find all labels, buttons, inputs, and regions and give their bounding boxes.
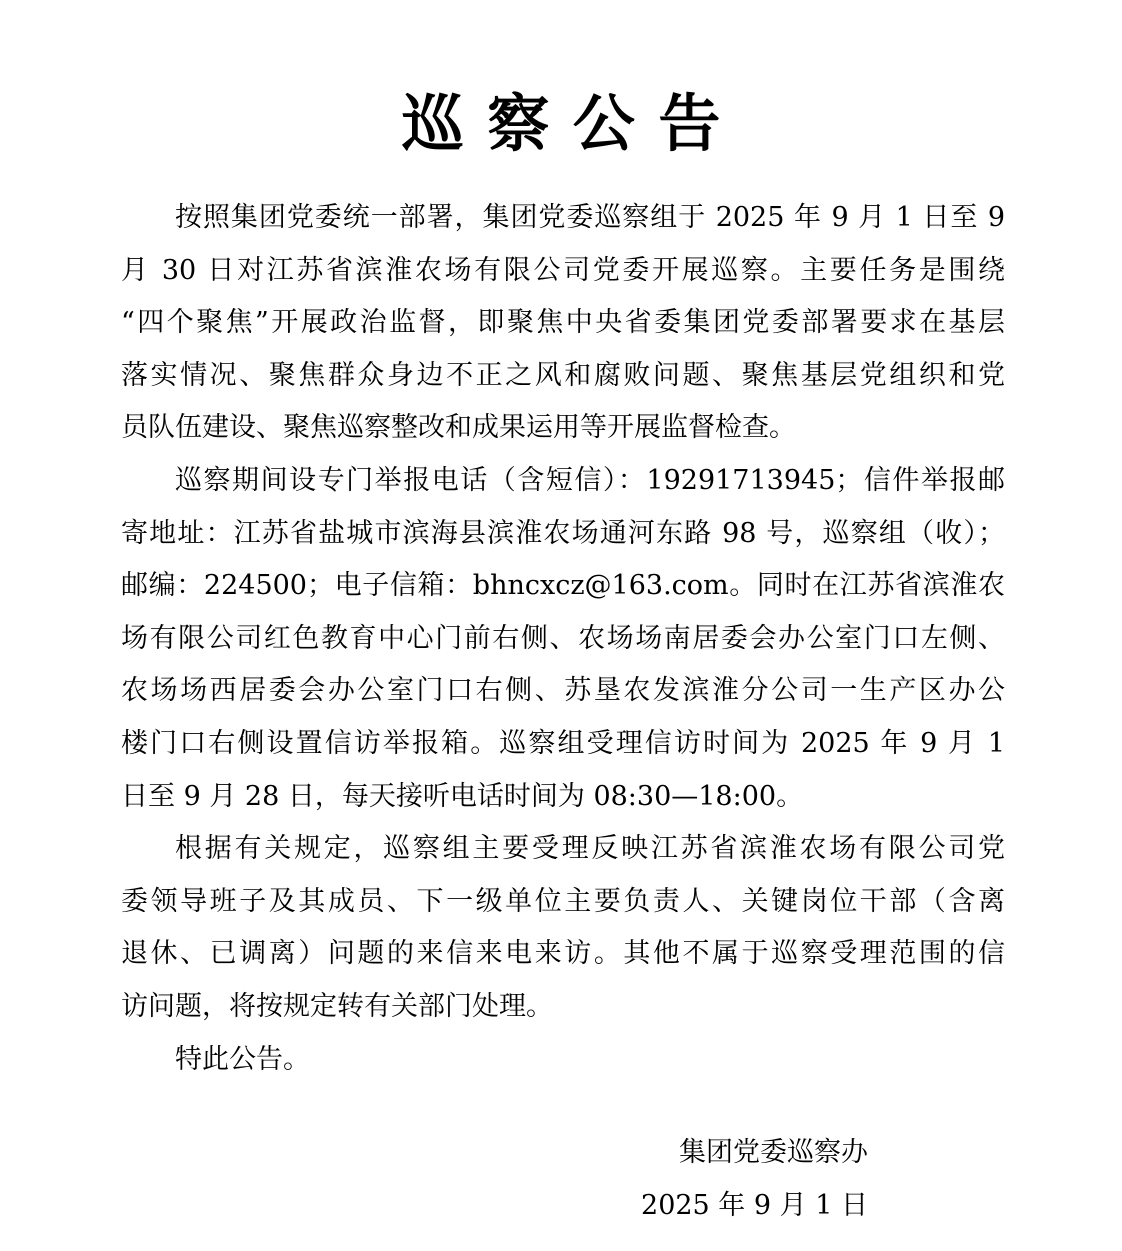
paragraph-line: 邮编：224500；电子信箱：bhncxcz@163.com。同时在江苏省滨淮农 (121, 570, 1005, 602)
paragraph-line: 委领导班子及其成员、下一级单位主要负责人、关键岗位干部（含离 (121, 885, 1005, 917)
paragraph-line: 巡察期间设专门举报电话（含短信）：19291713945；信件举报邮 (175, 464, 1005, 496)
paragraph-line: 退休、已调离）问题的来信来电来访。其他不属于巡察受理范围的信 (121, 938, 1005, 970)
paragraph-line: 场有限公司红色教育中心门前右侧、农场场南居委会办公室门口左侧、 (121, 622, 1005, 654)
signature-issuer: 集团党委巡察办 (679, 1137, 868, 1168)
paragraph (121, 455, 1005, 823)
paragraph-line: 寄地址：江苏省盐城市滨海县滨淮农场通河东路 98 号，巡察组（收）； (121, 517, 1005, 549)
paragraph-line: 特此公告。 (175, 1043, 310, 1075)
document-body (121, 192, 1005, 1086)
paragraph-line: 月 30 日对江苏省滨淮农场有限公司党委开展巡察。主要任务是围绕 (121, 254, 1005, 286)
paragraph-line: “四个聚焦”开展政治监督，即聚焦中央省委集团党委部署要求在基层 (121, 307, 1005, 339)
paragraph (121, 823, 1005, 1033)
paragraph-line: 农场场西居委会办公室门口右侧、苏垦农发滨淮分公司一生产区办公 (121, 675, 1005, 707)
paragraph-line: 员队伍建设、聚焦巡察整改和成果运用等开展监督检查。 (121, 412, 796, 444)
signature-block (641, 1127, 868, 1232)
paragraph-line: 访问题，将按规定转有关部门处理。 (121, 990, 553, 1022)
paragraph-line: 落实情况、聚焦群众身边不正之风和腐败问题、聚焦基层党组织和党 (121, 359, 1005, 391)
paragraph-line: 根据有关规定，巡察组主要受理反映江苏省滨淮农场有限公司党 (175, 833, 1005, 865)
paragraph-line: 日至 9 月 28 日，每天接听电话时间为 08:30—18:00。 (121, 780, 804, 812)
document-title: 巡察公告 (401, 86, 744, 160)
signature-date: 2025 年 9 月 1 日 (641, 1189, 868, 1221)
paragraph (121, 192, 1005, 455)
paragraph-line: 按照集团党委统一部署，集团党委巡察组于 2025 年 9 月 1 日至 9 (175, 202, 1005, 233)
paragraph (121, 1034, 1005, 1087)
paragraph-line: 楼门口右侧设置信访举报箱。巡察组受理信访时间为 2025 年 9 月 1 (121, 727, 1005, 759)
